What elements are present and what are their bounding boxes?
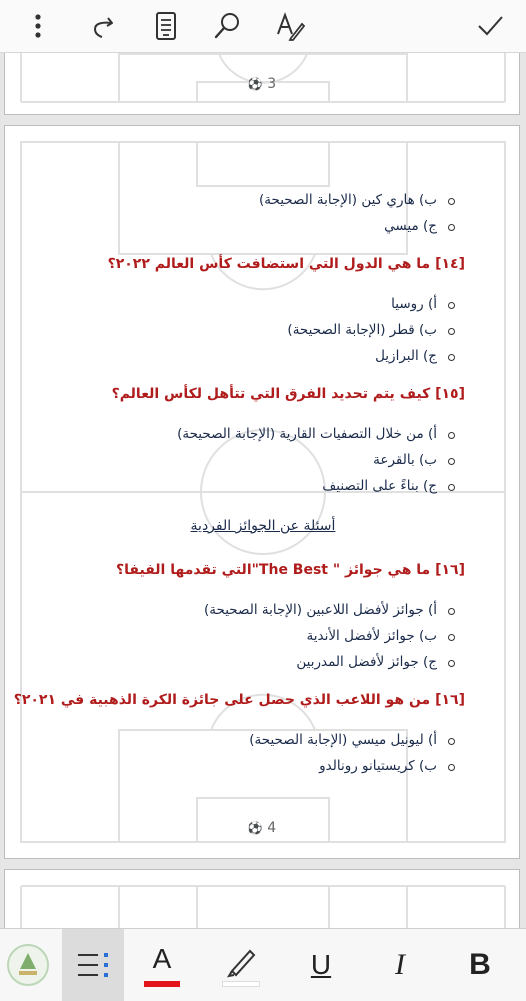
- more-options-button[interactable]: [18, 6, 58, 46]
- document-canvas[interactable]: [0, 53, 526, 928]
- page-4: [4, 125, 520, 859]
- redo-button[interactable]: [81, 6, 121, 46]
- football-pitch-background: [5, 870, 520, 928]
- option-q14-c: ج) البرازيل: [375, 348, 437, 364]
- option-q13-b: ب) هاري كين (الإجابة الصحيحة): [259, 192, 437, 208]
- list-style-button[interactable]: [62, 929, 124, 1001]
- page-3: [4, 53, 520, 115]
- highlighter-icon: [222, 943, 260, 987]
- spell-check-button[interactable]: [270, 6, 310, 46]
- bullet-icon: [448, 764, 455, 771]
- bullet-icon: [448, 634, 455, 641]
- page-number: ⚽ 4: [247, 820, 277, 836]
- bullet-icon: [448, 484, 455, 491]
- bullet-list-icon: [76, 950, 110, 980]
- reading-view-icon: [154, 11, 178, 41]
- question-16-title: [١٦] ما هي جوائز " The Best"التي تقدمها الفيفا؟: [116, 562, 465, 578]
- app-logo[interactable]: [0, 929, 56, 1001]
- page-5: [4, 869, 520, 928]
- question-14-title: [١٤] ما هي الدول التي استضافت كأس العالم ٢٠٢٢؟: [107, 256, 465, 272]
- italic-icon: I: [395, 948, 405, 981]
- option-q15-a: أ) من خلال التصفيات القارية (الإجابة الصحيحة): [177, 426, 437, 442]
- redo-icon: [86, 11, 116, 41]
- section-heading: أسئلة عن الجوائز الفردية: [190, 518, 336, 534]
- bullet-icon: [448, 328, 455, 335]
- option-q15-b: ب) بالقرعة: [373, 452, 437, 468]
- bullet-icon: [448, 608, 455, 615]
- format-toolbar: [0, 928, 526, 1001]
- done-checkmark-icon: [475, 11, 505, 41]
- option-q15-c: ج) بناءً على التصنيف: [322, 478, 437, 494]
- page-number: ⚽ 3: [247, 76, 277, 92]
- bold-button[interactable]: [445, 929, 515, 1001]
- reading-view-button[interactable]: [146, 6, 186, 46]
- option-q14-a: أ) روسيا: [391, 296, 437, 312]
- bullet-icon: [448, 738, 455, 745]
- spell-check-icon: [274, 10, 306, 42]
- option-q16-b: ب) جوائز لأفضل الأندية: [307, 628, 438, 644]
- bullet-icon: [448, 432, 455, 439]
- bullet-icon: [448, 198, 455, 205]
- more-vertical-icon: [33, 13, 43, 39]
- highlight-color-swatch: [222, 981, 260, 987]
- app-logo-icon: [6, 943, 50, 987]
- find-icon: [212, 11, 242, 41]
- top-toolbar: [0, 0, 526, 53]
- bullet-icon: [448, 354, 455, 361]
- highlight-button[interactable]: [206, 929, 276, 1001]
- bullet-icon: [448, 458, 455, 465]
- option-q16-a: أ) جوائز لأفضل اللاعبين (الإجابة الصحيحة): [204, 602, 437, 618]
- soccer-ball-icon: ⚽: [247, 77, 263, 91]
- find-button[interactable]: [207, 6, 247, 46]
- question-17-title: [١٦] من هو اللاعب الذي حصل على جائزة الكرة الذهبية في ٢٠٢١؟: [13, 692, 465, 708]
- option-q17-a: أ) ليونيل ميسي (الإجابة الصحيحة): [249, 732, 437, 748]
- bullet-icon: [448, 224, 455, 231]
- option-q17-b: ب) كريستيانو رونالدو: [319, 758, 437, 774]
- underline-button[interactable]: [286, 929, 356, 1001]
- option-q13-c: ج) ميسي: [384, 218, 437, 234]
- bullet-icon: [448, 302, 455, 309]
- font-color-button[interactable]: [127, 929, 197, 1001]
- bold-icon: B: [469, 948, 491, 981]
- italic-button[interactable]: [365, 929, 435, 1001]
- font-color-icon: A: [144, 943, 180, 987]
- soccer-ball-icon: ⚽: [247, 821, 263, 835]
- option-q16-c: ج) جوائز لأفضل المدربين: [296, 654, 437, 670]
- done-button[interactable]: [470, 6, 510, 46]
- bullet-icon: [448, 660, 455, 667]
- page-content: [5, 126, 520, 858]
- underline-icon: U: [310, 949, 332, 980]
- font-color-swatch: [144, 981, 180, 987]
- option-q14-b: ب) قطر (الإجابة الصحيحة): [287, 322, 437, 338]
- question-15-title: [١٥] كيف يتم تحديد الفرق التي تتأهل لكأس العالم؟: [111, 386, 465, 402]
